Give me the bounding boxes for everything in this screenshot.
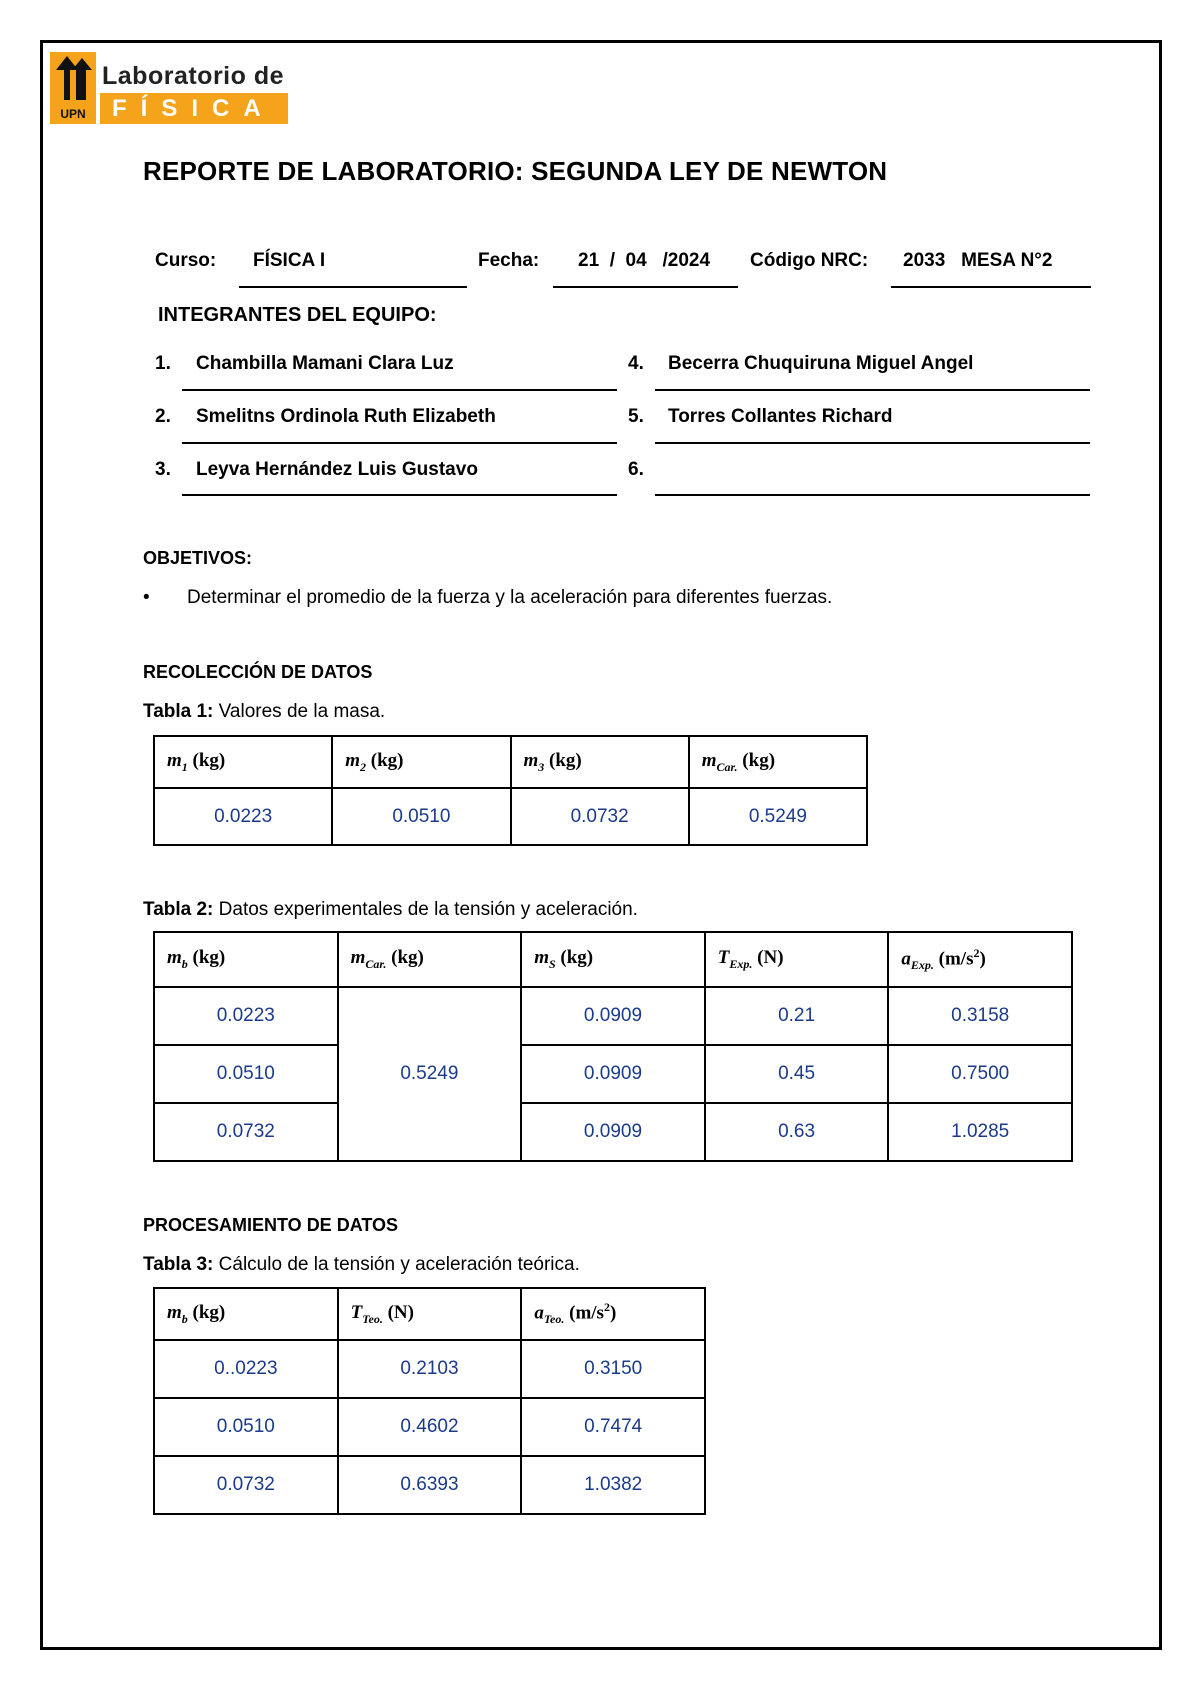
table-cell-merged: 0.5249 xyxy=(338,987,522,1161)
table-cell: 0.0223 xyxy=(154,987,338,1045)
table-cell: 0.3158 xyxy=(888,987,1072,1045)
table-cell: 1.0382 xyxy=(521,1456,705,1514)
member-underline xyxy=(655,442,1090,444)
member-name: Becerra Chuquiruna Miguel Angel xyxy=(668,353,974,374)
upn-logo-icon xyxy=(50,52,96,124)
table-cell: 0.2103 xyxy=(338,1340,522,1398)
member-number: 3. xyxy=(155,459,171,480)
procesamiento-heading: PROCESAMIENTO DE DATOS xyxy=(143,1215,399,1235)
recoleccion-heading: RECOLECCIÓN DE DATOS xyxy=(143,662,373,682)
table-cell: 0.21 xyxy=(705,987,889,1045)
table-cell: 0.0909 xyxy=(521,987,705,1045)
table-cell: 0.0909 xyxy=(521,1103,705,1161)
table-cell: 0.0732 xyxy=(154,1103,338,1161)
logo-lab-text: Laboratorio de xyxy=(102,62,285,90)
table-cell: 0.7500 xyxy=(888,1045,1072,1103)
table-cell: 0.3150 xyxy=(521,1340,705,1398)
table-cell: 1.0285 xyxy=(888,1103,1072,1161)
table-header: $T_{Exp.}$ (N) xyxy=(705,932,889,987)
tabla3 xyxy=(153,1287,706,1515)
table-cell: 0.0510 xyxy=(154,1045,338,1103)
table-header: $T_{Teo.}$ (N) xyxy=(338,1288,522,1340)
table-cell: 0.0909 xyxy=(521,1045,705,1103)
member-name: Leyva Hernández Luis Gustavo xyxy=(196,459,478,480)
table-header: $m_b$ (kg) xyxy=(154,932,338,987)
logo-fisica-text: FÍSICA xyxy=(100,93,288,124)
tabla1-caption-text: Valores de la masa. xyxy=(213,701,386,722)
tabla1-caption xyxy=(143,701,385,723)
table-header: $m_{Car.}$ (kg) xyxy=(338,932,522,987)
table-cell: 0.4602 xyxy=(338,1398,522,1456)
tabla2-caption-label: Tabla 2: xyxy=(143,899,214,920)
objetivos-heading: OBJETIVOS: xyxy=(143,548,253,568)
table-cell: 0.5249 xyxy=(689,788,867,845)
table-header: $m_b$ (kg) xyxy=(154,1288,338,1340)
member-name: Torres Collantes Richard xyxy=(668,406,893,427)
tabla1-caption-label: Tabla 1: xyxy=(143,701,214,722)
table-row xyxy=(154,1456,705,1514)
member-name: Chambilla Mamani Clara Luz xyxy=(196,353,454,374)
table-row xyxy=(154,1398,705,1456)
table-header: $m_3$ (kg) xyxy=(511,736,689,788)
table-row xyxy=(154,987,1072,1045)
nrc-label: Código NRC: xyxy=(750,250,869,271)
table-row xyxy=(154,1045,1072,1103)
tabla3-caption xyxy=(143,1254,580,1276)
table-header: $m_2$ (kg) xyxy=(332,736,510,788)
table-header: $a_{Teo.}$ $(m/s^2)$ xyxy=(521,1288,705,1340)
table-header: $m_{Car.}$ (kg) xyxy=(689,736,867,788)
member-underline xyxy=(182,389,617,391)
tabla3-caption-text: Cálculo de la tensión y aceleración teórica. xyxy=(213,1254,580,1275)
table-header: $a_{Exp.}$ $(m/s^2)$ xyxy=(888,932,1072,987)
table-cell: 0.0510 xyxy=(332,788,510,845)
table-cell: 0.63 xyxy=(705,1103,889,1161)
page-title: REPORTE DE LABORATORIO: SEGUNDA LEY DE NEWTON xyxy=(143,156,888,186)
tabla1 xyxy=(153,735,868,846)
member-name: Smelitns Ordinola Ruth Elizabeth xyxy=(196,406,496,427)
member-underline xyxy=(182,494,617,496)
curso-label: Curso: xyxy=(155,250,217,271)
table-cell: 0.0223 xyxy=(154,788,332,845)
objetivo-item: Determinar el promedio de la fuerza y la aceleración para diferentes fuerzas. xyxy=(187,587,833,608)
table-cell: 0..0223 xyxy=(154,1340,338,1398)
nrc-underline xyxy=(891,286,1091,288)
table-row xyxy=(154,1103,1072,1161)
curso-underline xyxy=(239,286,467,288)
nrc-value: 2033 MESA N°2 xyxy=(903,250,1053,271)
table-row xyxy=(154,1340,705,1398)
fecha-underline xyxy=(553,286,738,288)
curso-value: FÍSICA I xyxy=(253,250,326,271)
table-cell: 0.0510 xyxy=(154,1398,338,1456)
fecha-value: 21 / 04 /2024 xyxy=(578,250,711,271)
member-number: 5. xyxy=(628,406,644,427)
member-underline xyxy=(655,494,1090,496)
table-cell: 0.0732 xyxy=(154,1456,338,1514)
member-number: 6. xyxy=(628,459,644,480)
table-header: $m_S$ (kg) xyxy=(521,932,705,987)
table-cell: 0.0732 xyxy=(511,788,689,845)
member-number: 2. xyxy=(155,406,171,427)
table-cell: 0.45 xyxy=(705,1045,889,1103)
tabla3-caption-label: Tabla 3: xyxy=(143,1254,214,1275)
tabla2-caption-text: Datos experimentales de la tensión y aceleración. xyxy=(213,899,638,920)
member-underline xyxy=(655,389,1090,391)
table-row xyxy=(154,788,867,845)
member-number: 1. xyxy=(155,353,171,374)
table-cell: 0.7474 xyxy=(521,1398,705,1456)
tabla2 xyxy=(153,931,1073,1162)
member-number: 4. xyxy=(628,353,644,374)
tabla2-caption xyxy=(143,899,638,921)
logo-org-text: UPN xyxy=(60,107,86,121)
fecha-label: Fecha: xyxy=(478,250,540,271)
table-header: $m_1$ (kg) xyxy=(154,736,332,788)
table-cell: 0.6393 xyxy=(338,1456,522,1514)
member-underline xyxy=(182,442,617,444)
team-heading: INTEGRANTES DEL EQUIPO: xyxy=(158,304,437,326)
bullet: • xyxy=(143,587,150,608)
